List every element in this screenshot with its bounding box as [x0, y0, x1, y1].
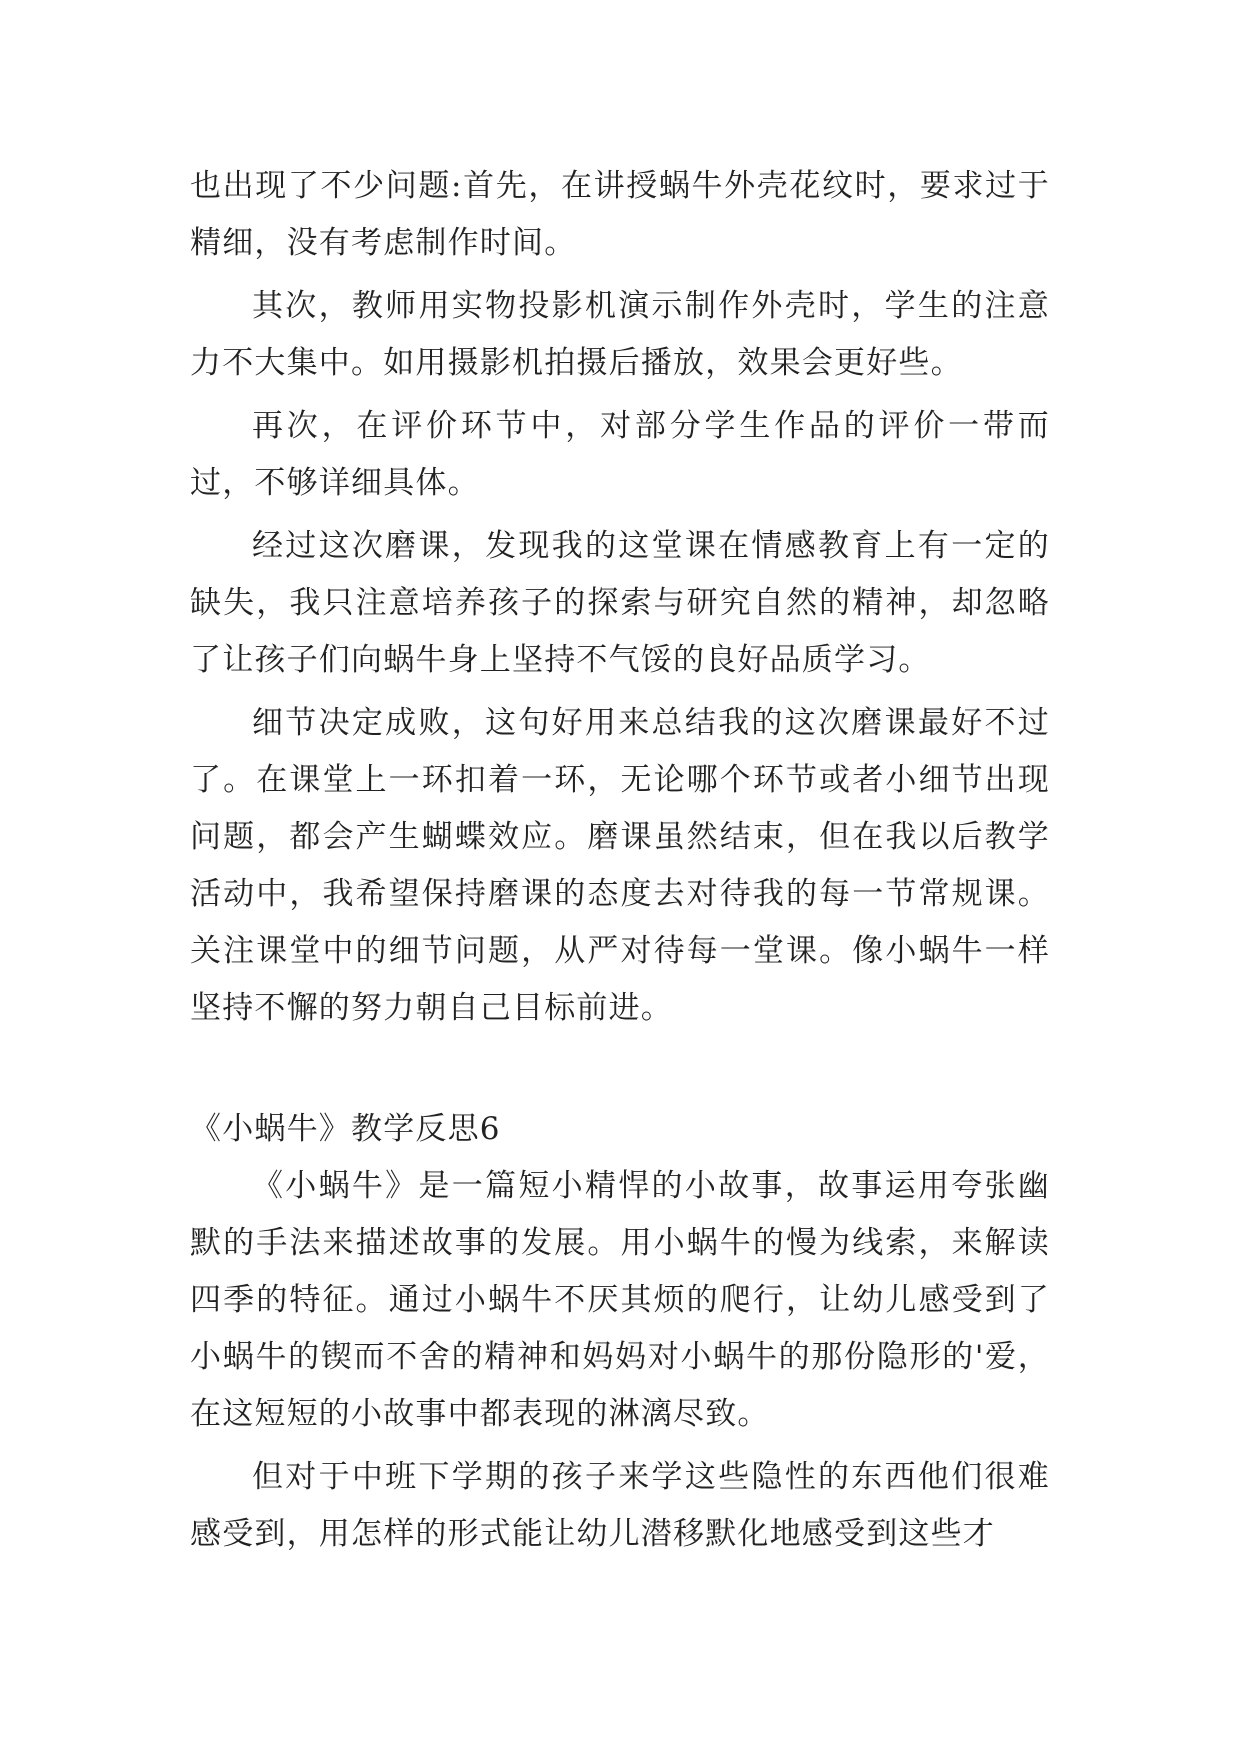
- paragraph: 但对于中班下学期的孩子来学这些隐性的东西他们很难感受到，用怎样的形式能让幼儿潜移默化地感受到这些才: [190, 1459, 1050, 1552]
- paragraph: 细节决定成败，这句好用来总结我的这次磨课最好不过了。在课堂上一环扣着一环，无论哪个环节或者小细节出现问题，都会产生蝴蝶效应。磨课虽然结束，但在我以后教学活动中，我希望保持磨课的态度去对待我的每一节常规课。关注课堂中的细节问题，从严对待每一堂课。像小蜗牛一样坚持不懈的努力朝自己目标前进。: [190, 705, 1050, 1026]
- section-title: 《小蜗牛》教学反思6: [190, 1111, 501, 1147]
- paragraph-continued: 也出现了不少问题:首先，在讲授蜗牛外壳花纹时，要求过于精细，没有考虑制作时间。: [190, 168, 1050, 261]
- paragraph: 《小蜗牛》是一篇短小精悍的小故事，故事运用夸张幽默的手法来描述故事的发展。用小蜗牛的慢为线索，来解读四季的特征。通过小蜗牛不厌其烦的爬行，让幼儿感受到了小蜗牛的锲而不舍的精神和妈妈对小蜗牛的那份隐形的'爱，在这短短的小故事中都表现的淋漓尽致。: [190, 1168, 1050, 1432]
- paragraph: 再次，在评价环节中，对部分学生作品的评价一带而过，不够详细具体。: [190, 408, 1050, 501]
- paragraph: 其次，教师用实物投影机演示制作外壳时，学生的注意力不大集中。如用摄影机拍摄后播放，效果会更好些。: [190, 288, 1050, 381]
- document-body: [190, 158, 1050, 1569]
- paragraph: 经过这次磨课，发现我的这堂课在情感教育上有一定的缺失，我只注意培养孩子的探索与研究自然的精神，却忽略了让孩子们向蜗牛身上坚持不气馁的良好品质学习。: [190, 528, 1050, 678]
